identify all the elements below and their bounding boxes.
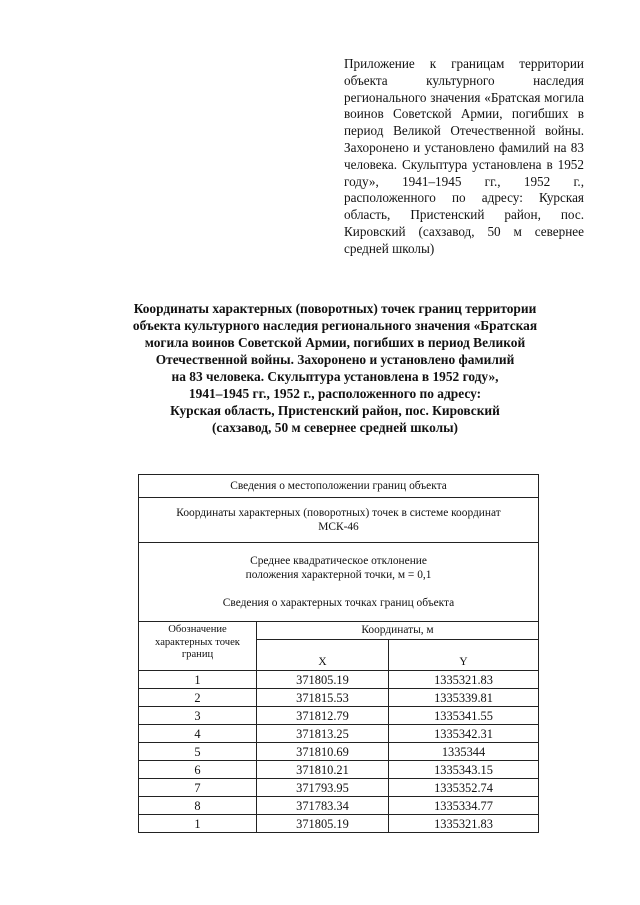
point-id: 1 [139,671,257,689]
document-heading [90,300,580,436]
heading-line: Координаты характерных (поворотных) точек границ территории [133,301,537,316]
rms-error-line: Среднее квадратическое отклонение [250,555,427,567]
coord-system-cell: Координаты характерных (поворотных) точек в системе координат МСК-46 [139,498,539,543]
heading-line: на 83 человека. Скульптура установлена в 1952 году», [171,369,499,384]
points-info-line: Сведения о характерных точках границ объекта [222,597,455,609]
table-row [139,671,539,689]
x-value: 371815.53 [257,689,389,707]
y-value: 1335341.55 [389,707,539,725]
y-value: 1335321.83 [389,815,539,833]
appendix-note [344,56,584,258]
x-header: X [257,639,389,670]
y-value: 1335334.77 [389,797,539,815]
point-id: 8 [139,797,257,815]
coords-header: Координаты, м [257,622,539,640]
x-value: 371805.19 [257,671,389,689]
y-value: 1335321.83 [389,671,539,689]
location-info-cell: Сведения о местоположении границ объекта [139,475,539,498]
x-value: 371812.79 [257,707,389,725]
x-value: 371805.19 [257,815,389,833]
heading-line: могила воинов Советской Армии, погибших в период Великой [144,335,526,350]
x-value: 371810.69 [257,743,389,761]
appendix-text: Приложение к границам территории объекта культурного наследия регионального значения «Братская могила воинов Советской Армии, погибших в период Великой Отечественной войны. Захоронено и установлено фамилий на 83 человека. Скульптура установлена в 1952 году», 1941–1945 гг., 1952 г., расположенного по адресу: Курская область, Пристенский район, пос. Кировский (сахзавод, 50 м севернее средней школы) [344,56,584,256]
heading-line: объекта культурного наследия регионального значения «Братская [132,318,538,333]
point-id: 5 [139,743,257,761]
point-id: 7 [139,779,257,797]
table-row [139,725,539,743]
x-value: 371783.34 [257,797,389,815]
heading-line: Отечественной войны. Захоронено и установлено фамилий [155,352,515,367]
y-value: 1335342.31 [389,725,539,743]
y-value: 1335343.15 [389,761,539,779]
table-row [139,815,539,833]
x-value: 371810.21 [257,761,389,779]
table-row [139,689,539,707]
table-row [139,743,539,761]
table-row [139,761,539,779]
point-id: 3 [139,707,257,725]
x-value: 371793.95 [257,779,389,797]
y-value: 1335352.74 [389,779,539,797]
y-value: 1335344 [389,743,539,761]
coordinates-table [138,474,539,833]
heading-line: Курская область, Пристенский район, пос. Кировский [170,403,500,418]
point-id: 6 [139,761,257,779]
table-row [139,707,539,725]
y-header: Y [389,639,539,670]
table-row [139,797,539,815]
heading-line: (сахзавод, 50 м севернее средней школы) [211,420,459,435]
point-id: 4 [139,725,257,743]
y-value: 1335339.81 [389,689,539,707]
point-label-header: Обозначение характерных точек границ [139,622,257,671]
rms-error-line: положения характерной точки, м = 0,1 [245,569,432,581]
heading-line: 1941–1945 гг., 1952 г., расположенного по адресу: [188,386,482,401]
point-id: 2 [139,689,257,707]
point-id: 1 [139,815,257,833]
x-value: 371813.25 [257,725,389,743]
table-row [139,779,539,797]
accuracy-cell [139,543,539,622]
